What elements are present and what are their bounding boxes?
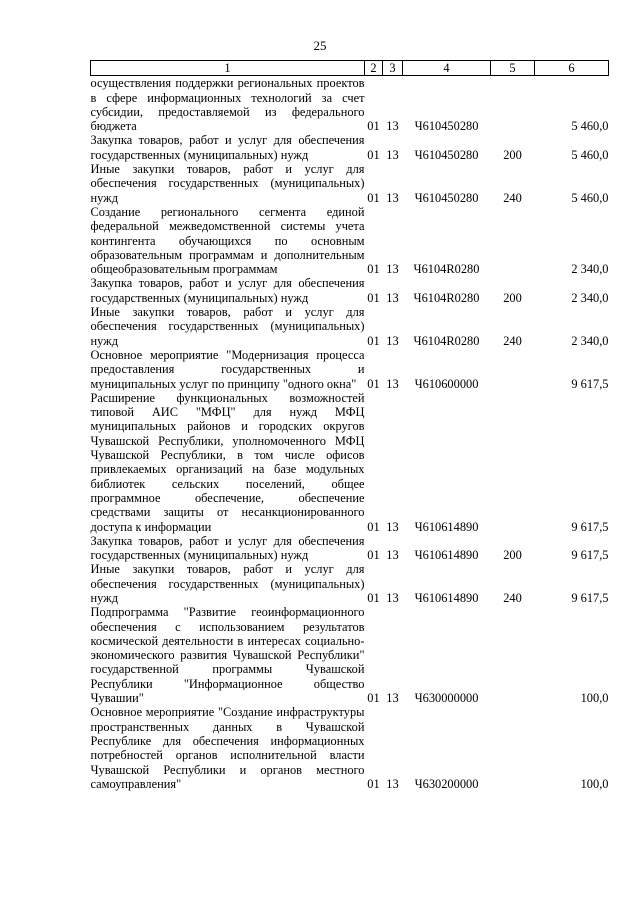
row-podrazdel: 13 bbox=[386, 262, 399, 277]
row-vr-code bbox=[491, 605, 535, 705]
row-razdel: 01 bbox=[367, 691, 380, 706]
table-row bbox=[91, 705, 609, 791]
table-row bbox=[91, 133, 609, 162]
row-vr-code: 240 bbox=[503, 333, 522, 348]
row-csr-code: Ч610600000 bbox=[414, 376, 479, 391]
row-csr-code: Ч630000000 bbox=[414, 691, 479, 706]
row-csr-code: Ч610614890 bbox=[414, 590, 479, 605]
row-name: Иные закупки товаров, работ и услуг для обеспечения государственных (муниципальных) нужд bbox=[90, 305, 365, 348]
row-sum: 9 617,5 bbox=[571, 548, 609, 563]
row-sum: 2 340,0 bbox=[571, 262, 609, 277]
row-razdel: 01 bbox=[367, 333, 380, 348]
table-header-row bbox=[91, 61, 609, 76]
row-csr-code: Ч6104R0280 bbox=[413, 333, 480, 348]
row-vr-code: 240 bbox=[503, 590, 522, 605]
header-col-2: 2 bbox=[365, 61, 383, 76]
row-razdel: 01 bbox=[367, 119, 380, 134]
row-vr-code: 200 bbox=[503, 290, 522, 305]
row-name: Иные закупки товаров, работ и услуг для обеспечения государственных (муниципальных) нужд bbox=[90, 562, 365, 605]
row-podrazdel: 13 bbox=[386, 776, 399, 791]
row-csr-code: Ч610614890 bbox=[414, 548, 479, 563]
page-number: 25 bbox=[313, 38, 327, 53]
table-row bbox=[91, 305, 609, 348]
table-row bbox=[91, 391, 609, 534]
row-name: Расширение функциональных возможностей типовой АИС "МФЦ" для нужд МФЦ муниципальных районов и городских округов Чувашской Республики, уполномоченного МФЦ Чувашской Республики, в том числе офисов привлекаемых организаций на базе модульных библиотек сельских поселений, общее программное обеспечение, обеспечение средствами защиты от несанкционированного доступа к информации bbox=[90, 390, 365, 534]
row-sum: 2 340,0 bbox=[571, 290, 609, 305]
header-col-6: 6 bbox=[535, 61, 609, 76]
row-csr-code: Ч6104R0280 bbox=[413, 262, 480, 277]
row-podrazdel: 13 bbox=[386, 119, 399, 134]
header-col-3: 3 bbox=[383, 61, 403, 76]
row-vr-code: 200 bbox=[503, 147, 522, 162]
row-razdel: 01 bbox=[367, 290, 380, 305]
row-sum: 9 617,5 bbox=[571, 590, 609, 605]
row-csr-code: Ч610450280 bbox=[414, 147, 479, 162]
table-row bbox=[91, 534, 609, 563]
row-razdel: 01 bbox=[367, 147, 380, 162]
row-name: Подпрограмма "Развитие геоинформационного обеспечения с использованием результатов космической деятельности в интересах социально-экономического развития Чувашской Республики" государственной программы Чувашской Республики "Информационное общество Чувашии" bbox=[90, 605, 365, 706]
row-csr-code: Ч630200000 bbox=[414, 776, 479, 791]
row-podrazdel: 13 bbox=[386, 691, 399, 706]
row-vr-code bbox=[491, 76, 535, 134]
row-csr-code: Ч610450280 bbox=[414, 119, 479, 134]
row-razdel: 01 bbox=[367, 776, 380, 791]
row-razdel: 01 bbox=[367, 519, 380, 534]
row-name: Основное мероприятие "Модернизация процесса предоставления государственных и муниципальных услуг по принципу "одного окна" bbox=[90, 347, 365, 391]
row-podrazdel: 13 bbox=[386, 376, 399, 391]
row-podrazdel: 13 bbox=[386, 519, 399, 534]
row-razdel: 01 bbox=[367, 376, 380, 391]
row-razdel: 01 bbox=[367, 548, 380, 563]
row-podrazdel: 13 bbox=[386, 333, 399, 348]
table-row bbox=[91, 562, 609, 605]
budget-table bbox=[90, 60, 609, 791]
row-vr-code: 240 bbox=[503, 190, 522, 205]
row-vr-code: 200 bbox=[503, 548, 522, 563]
row-vr-code bbox=[491, 348, 535, 391]
row-podrazdel: 13 bbox=[386, 190, 399, 205]
row-podrazdel: 13 bbox=[386, 590, 399, 605]
row-name: Закупка товаров, работ и услуг для обеспечения государственных (муниципальных) нужд bbox=[90, 276, 365, 305]
row-sum: 9 617,5 bbox=[571, 519, 609, 534]
row-razdel: 01 bbox=[367, 262, 380, 277]
row-sum: 5 460,0 bbox=[571, 190, 609, 205]
row-podrazdel: 13 bbox=[386, 548, 399, 563]
row-csr-code: Ч610450280 bbox=[414, 190, 479, 205]
row-vr-code bbox=[491, 705, 535, 791]
table-row bbox=[91, 76, 609, 134]
table-body bbox=[91, 76, 609, 791]
row-sum: 2 340,0 bbox=[571, 333, 609, 348]
row-name: Иные закупки товаров, работ и услуг для обеспечения государственных (муниципальных) нужд bbox=[90, 162, 365, 205]
row-name: Закупка товаров, работ и услуг для обеспечения государственных (муниципальных) нужд bbox=[90, 133, 365, 162]
row-name: Основное мероприятие "Создание инфраструктуры пространственных данных в Чувашской Республике для обеспечения информационных потребностей органов исполнительной власти Чувашской Республики и органов местного самоуправления" bbox=[90, 705, 365, 791]
row-podrazdel: 13 bbox=[386, 147, 399, 162]
row-csr-code: Ч6104R0280 bbox=[413, 290, 480, 305]
table-row bbox=[91, 348, 609, 391]
row-razdel: 01 bbox=[367, 190, 380, 205]
row-sum: 9 617,5 bbox=[571, 376, 609, 391]
row-name: Создание регионального сегмента единой федеральной межведомственной системы учета контингента обучающихся по основным образовательным программам и дополнительным общеобразовательным программам bbox=[90, 204, 365, 277]
row-razdel: 01 bbox=[367, 590, 380, 605]
row-sum: 5 460,0 bbox=[571, 119, 609, 134]
row-vr-code bbox=[491, 205, 535, 276]
table-row bbox=[91, 162, 609, 205]
row-name: осуществления поддержки региональных проектов в сфере информационных технологий за счет субсидии, предоставляемой из федерального бюджета bbox=[90, 76, 365, 134]
row-name: Закупка товаров, работ и услуг для обеспечения государственных (муниципальных) нужд bbox=[90, 533, 365, 563]
header-col-4: 4 bbox=[403, 61, 491, 76]
table-row bbox=[91, 205, 609, 276]
header-col-1: 1 bbox=[91, 61, 365, 76]
row-sum: 100,0 bbox=[580, 691, 609, 706]
header-col-5: 5 bbox=[491, 61, 535, 76]
row-podrazdel: 13 bbox=[386, 290, 399, 305]
table-row bbox=[91, 276, 609, 305]
table-row bbox=[91, 605, 609, 705]
row-sum: 5 460,0 bbox=[571, 147, 609, 162]
row-vr-code bbox=[491, 391, 535, 534]
row-sum: 100,0 bbox=[580, 776, 609, 791]
row-csr-code: Ч610614890 bbox=[414, 519, 479, 534]
